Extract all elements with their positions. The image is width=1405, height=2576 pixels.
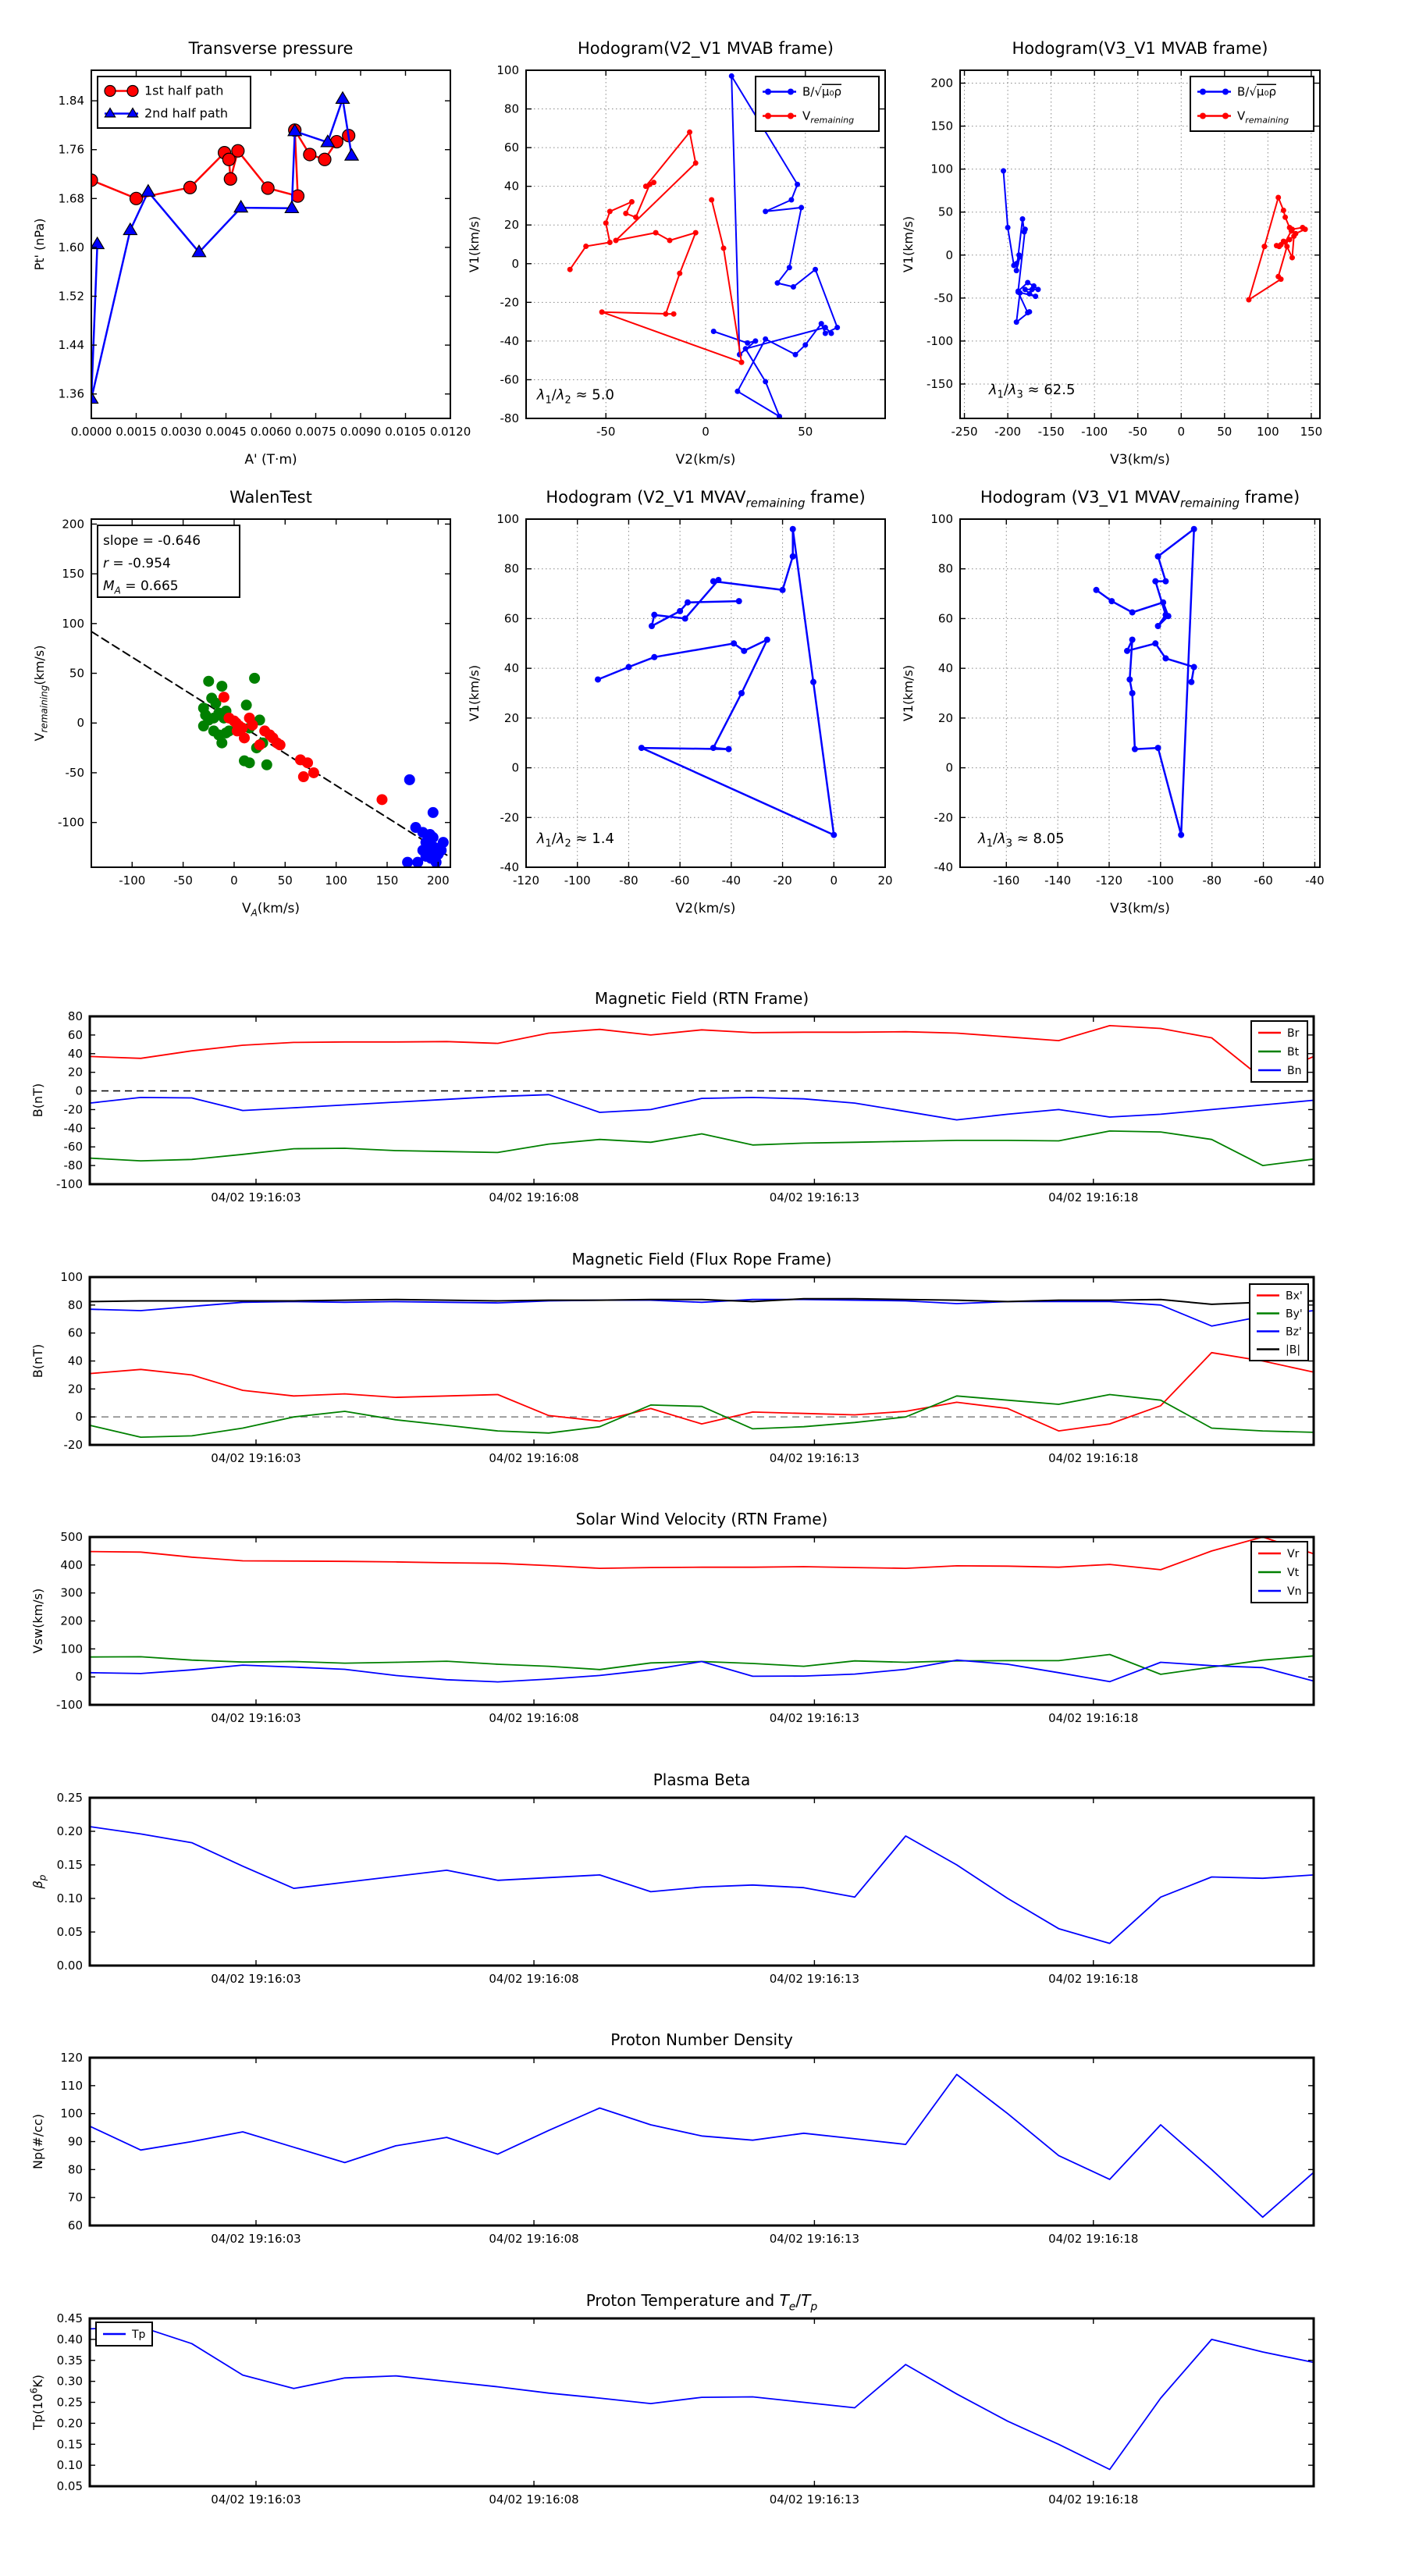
y-tick-label: 0.20 bbox=[56, 2416, 83, 2431]
y-tick-label: 0 bbox=[511, 256, 519, 271]
x-tick-label: 0.0045 bbox=[205, 425, 247, 439]
x-tick-label: 04/02 19:16:08 bbox=[489, 2492, 579, 2507]
x-tick-label: 04/02 19:16:03 bbox=[211, 1972, 301, 1986]
x-tick-label: -120 bbox=[1095, 873, 1123, 888]
y-axis-label: $\beta_p$ bbox=[30, 1874, 48, 1889]
y-tick-label: 0.25 bbox=[56, 2395, 83, 2410]
svg-text:B/√μ₀ρ: B/√μ₀ρ bbox=[1237, 84, 1276, 99]
y-tick-label: 80 bbox=[67, 1297, 83, 1312]
y-tick-label: 0.15 bbox=[56, 1858, 83, 1872]
x-tick-label: 04/02 19:16:18 bbox=[1048, 2492, 1139, 2507]
x-tick-label: 50 bbox=[277, 873, 293, 888]
hodogram-v3v1-mvav-svg bbox=[894, 476, 1353, 928]
x-tick-label: -100 bbox=[564, 873, 591, 888]
x-tick-label: 0 bbox=[702, 425, 710, 439]
x-tick-label: 04/02 19:16:18 bbox=[1048, 2232, 1139, 2246]
svg-text:Vt: Vt bbox=[1287, 1567, 1300, 1579]
y-tick-label: 300 bbox=[60, 1585, 83, 1600]
walen-test-chart bbox=[25, 476, 483, 928]
y-axis-label: Np(#/cc) bbox=[30, 2114, 45, 2169]
solar-wind-velocity-rtn-svg bbox=[23, 1506, 1341, 1735]
x-axis-label: $V_A(km/s)$ bbox=[241, 901, 301, 919]
y-tick-label: 1.84 bbox=[58, 94, 84, 109]
chart-title: Magnetic Field (RTN Frame) bbox=[594, 989, 809, 1008]
y-tick-label: -40 bbox=[500, 333, 519, 348]
y-axis-label: B(nT) bbox=[30, 1083, 45, 1118]
y-tick-label: 1.52 bbox=[58, 289, 84, 304]
y-tick-label: 200 bbox=[60, 1614, 83, 1628]
x-tick-label: -100 bbox=[119, 873, 146, 888]
chart-title: Transverse pressure bbox=[188, 39, 354, 58]
svg-text:Tp: Tp bbox=[132, 2329, 146, 2341]
y-tick-label: -20 bbox=[500, 295, 519, 310]
x-tick-label: -200 bbox=[994, 425, 1022, 439]
svg-text:1st half path: 1st half path bbox=[144, 83, 224, 98]
x-tick-label: -50 bbox=[596, 425, 616, 439]
x-tick-label: 0 bbox=[1177, 425, 1186, 439]
y-tick-label: 0 bbox=[76, 716, 84, 731]
x-tick-label: 50 bbox=[798, 425, 813, 439]
y-axis-label: Pt' (nPa) bbox=[32, 218, 47, 271]
y-tick-label: -100 bbox=[55, 1177, 83, 1191]
svg-text:Bx': Bx' bbox=[1286, 1290, 1303, 1303]
y-tick-label: 60 bbox=[503, 611, 519, 626]
svg-text:Bz': Bz' bbox=[1286, 1325, 1302, 1339]
x-tick-label: -40 bbox=[721, 873, 742, 888]
x-tick-label: -50 bbox=[1128, 425, 1147, 439]
hodogram-v3v1-mvav-chart bbox=[894, 476, 1353, 928]
solar-wind-velocity-chart bbox=[23, 1506, 1341, 1735]
y-tick-label: 50 bbox=[69, 666, 84, 681]
y-axis-label: V1(km/s) bbox=[901, 664, 916, 722]
x-tick-label: 04/02 19:16:18 bbox=[1048, 1972, 1139, 1986]
y-tick-label: -40 bbox=[934, 860, 953, 874]
x-tick-label: -100 bbox=[1147, 873, 1174, 888]
x-tick-label: 04/02 19:16:03 bbox=[211, 1190, 301, 1204]
x-tick-label: -160 bbox=[993, 873, 1020, 888]
svg-text:|B|: |B| bbox=[1286, 1343, 1301, 1357]
svg-text:Bn: Bn bbox=[1287, 1065, 1302, 1077]
x-tick-label: -50 bbox=[173, 873, 193, 888]
x-tick-label: 04/02 19:16:08 bbox=[489, 1711, 579, 1725]
x-tick-label: 0.0105 bbox=[385, 425, 426, 439]
x-tick-label: 04/02 19:16:03 bbox=[211, 1711, 301, 1725]
y-tick-label: 40 bbox=[937, 661, 953, 676]
x-tick-label: -100 bbox=[1081, 425, 1108, 439]
y-tick-label: 100 bbox=[60, 1642, 83, 1656]
y-tick-label: -50 bbox=[934, 290, 953, 305]
y-tick-label: 1.68 bbox=[58, 191, 84, 206]
hodogram-v2v1-mvav-chart bbox=[460, 476, 918, 928]
x-tick-label: 04/02 19:16:18 bbox=[1048, 1711, 1139, 1725]
x-tick-label: 200 bbox=[426, 873, 450, 888]
x-axis-label: A' (T·m) bbox=[244, 452, 297, 468]
annotation: $\lambda_1/\lambda_2 \approx 1.4$ bbox=[536, 830, 614, 850]
annotation: $\lambda_1/\lambda_3 \approx 62.5$ bbox=[988, 381, 1076, 401]
x-tick-label: -80 bbox=[619, 873, 638, 888]
svg-text:MA = 0.665: $M_A = 0.665$ bbox=[103, 578, 179, 596]
y-tick-label: 20 bbox=[67, 1065, 83, 1080]
y-tick-label: 200 bbox=[62, 517, 84, 532]
y-tick-label: 400 bbox=[60, 1557, 83, 1572]
proton-temperature-svg bbox=[23, 2287, 1341, 2516]
y-tick-label: -150 bbox=[926, 376, 953, 391]
chart-title: Hodogram(V2_V1 MVAB frame) bbox=[578, 39, 834, 58]
y-tick-label: 1.60 bbox=[58, 240, 84, 254]
legend bbox=[756, 76, 879, 131]
y-tick-label: 70 bbox=[67, 2190, 83, 2205]
svg-text:Br: Br bbox=[1287, 1027, 1300, 1040]
y-tick-label: 80 bbox=[503, 101, 519, 116]
y-tick-label: -50 bbox=[65, 765, 84, 780]
chart-title: Proton Temperature and $T_e/T_p$ bbox=[585, 2291, 818, 2314]
x-tick-label: 20 bbox=[877, 873, 893, 888]
y-axis-label: Vsw(km/s) bbox=[30, 1588, 45, 1654]
x-tick-label: -60 bbox=[670, 873, 690, 888]
y-tick-label: 100 bbox=[496, 63, 519, 77]
x-tick-label: 0.0000 bbox=[70, 425, 112, 439]
x-axis-label: V2(km/s) bbox=[675, 901, 736, 916]
y-tick-label: 60 bbox=[67, 2218, 83, 2233]
y-tick-label: -80 bbox=[500, 411, 519, 425]
x-tick-label: 0 bbox=[830, 873, 838, 888]
proton-density-chart bbox=[23, 2026, 1341, 2255]
y-tick-label: 40 bbox=[67, 1354, 83, 1368]
chart-title: Magnetic Field (Flux Rope Frame) bbox=[571, 1250, 832, 1268]
y-tick-label: 60 bbox=[937, 611, 953, 626]
annotation: $\lambda_1/\lambda_2 \approx 5.0$ bbox=[536, 386, 614, 407]
y-tick-label: -40 bbox=[500, 860, 519, 874]
y-tick-label: 60 bbox=[503, 141, 519, 155]
y-tick-label: -40 bbox=[63, 1121, 83, 1136]
x-tick-label: 100 bbox=[1257, 425, 1279, 439]
svg-text:2nd half path: 2nd half path bbox=[144, 105, 229, 121]
magnetic-field-rtn-svg bbox=[23, 985, 1341, 1214]
chart-title: Solar Wind Velocity (RTN Frame) bbox=[575, 1510, 828, 1528]
x-axis-label: V3(km/s) bbox=[1110, 452, 1170, 468]
x-tick-label: -80 bbox=[1202, 873, 1222, 888]
y-tick-label: 40 bbox=[503, 179, 519, 194]
y-tick-label: 0.35 bbox=[56, 2353, 83, 2368]
x-tick-label: 150 bbox=[375, 873, 399, 888]
y-tick-label: 80 bbox=[503, 561, 519, 576]
svg-text:r = -0.954: r = -0.954 bbox=[103, 556, 171, 571]
legend bbox=[98, 76, 251, 128]
y-tick-label: 120 bbox=[60, 2051, 83, 2065]
y-tick-label: 100 bbox=[60, 1270, 83, 1284]
chart-title: WalenTest bbox=[229, 488, 312, 507]
magnetic-field-rtn-chart bbox=[23, 985, 1341, 1214]
transverse-pressure-svg bbox=[25, 27, 483, 479]
chart-title: Hodogram (V3_V1 $MVAV_{remaining}$ frame) bbox=[980, 488, 1300, 511]
x-tick-label: 0.0060 bbox=[250, 425, 292, 439]
y-tick-label: 500 bbox=[60, 1530, 83, 1544]
magnetic-field-flux-rope-svg bbox=[23, 1246, 1341, 1475]
svg-text:Bt: Bt bbox=[1287, 1046, 1300, 1059]
x-tick-label: -120 bbox=[512, 873, 540, 888]
chart-title: Hodogram(V3_V1 MVAB frame) bbox=[1012, 39, 1268, 58]
hodogram-v2v1-mvab-chart bbox=[460, 27, 918, 479]
hodogram-v2v1-mvav-svg bbox=[460, 476, 918, 928]
chart-title: Hodogram (V2_V1 $MVAV_{remaining}$ frame) bbox=[546, 488, 866, 511]
y-tick-label: 40 bbox=[67, 1046, 83, 1061]
x-tick-label: 0.0090 bbox=[340, 425, 382, 439]
x-tick-label: 04/02 19:16:08 bbox=[489, 1972, 579, 1986]
x-tick-label: 04/02 19:16:08 bbox=[489, 1190, 579, 1204]
y-tick-label: 0 bbox=[75, 1670, 83, 1685]
y-tick-label: 90 bbox=[67, 2134, 83, 2149]
y-tick-label: 150 bbox=[930, 119, 953, 133]
y-tick-label: 0.30 bbox=[56, 2374, 83, 2389]
y-tick-label: 0 bbox=[75, 1410, 83, 1425]
svg-text:Vr: Vr bbox=[1287, 1548, 1300, 1560]
x-tick-label: -140 bbox=[1044, 873, 1072, 888]
proton-temperature-chart bbox=[23, 2287, 1341, 2516]
y-tick-label: -20 bbox=[500, 810, 519, 825]
hodogram-v3v1-mvab-svg bbox=[894, 27, 1353, 479]
x-tick-label: 04/02 19:16:13 bbox=[769, 1451, 860, 1465]
legend bbox=[96, 2322, 152, 2346]
y-tick-label: 60 bbox=[67, 1027, 83, 1042]
x-tick-label: 04/02 19:16:18 bbox=[1048, 1190, 1139, 1204]
y-tick-label: 0.40 bbox=[56, 2332, 83, 2347]
legend bbox=[1251, 1021, 1307, 1082]
x-tick-label: 0.0015 bbox=[116, 425, 157, 439]
x-tick-label: 0.0030 bbox=[160, 425, 202, 439]
y-tick-label: 0 bbox=[75, 1083, 83, 1098]
y-axis-label: V1(km/s) bbox=[467, 664, 482, 722]
y-tick-label: 110 bbox=[60, 2078, 83, 2093]
x-tick-label: 04/02 19:16:08 bbox=[489, 1451, 579, 1465]
x-tick-label: 150 bbox=[1300, 425, 1323, 439]
x-tick-label: 0 bbox=[230, 873, 238, 888]
y-tick-label: 150 bbox=[62, 567, 84, 582]
plasma-beta-svg bbox=[23, 1767, 1341, 1995]
y-tick-label: 60 bbox=[67, 1325, 83, 1340]
x-tick-label: 04/02 19:16:13 bbox=[769, 1711, 860, 1725]
y-tick-label: -20 bbox=[63, 1438, 83, 1452]
y-tick-label: 0 bbox=[511, 760, 519, 775]
x-tick-label: -150 bbox=[1037, 425, 1065, 439]
chart-title: Plasma Beta bbox=[653, 1770, 751, 1789]
x-tick-label: -20 bbox=[773, 873, 792, 888]
y-tick-label: 0.05 bbox=[56, 2479, 83, 2493]
y-tick-label: -100 bbox=[55, 1698, 83, 1712]
svg-text:Vremaining: $V_{remaining}$ bbox=[1237, 109, 1289, 126]
x-axis-label: V3(km/s) bbox=[1110, 901, 1170, 916]
x-tick-label: 50 bbox=[1217, 425, 1232, 439]
svg-text:Vremaining: $V_{remaining}$ bbox=[802, 109, 855, 126]
y-tick-label: 0.05 bbox=[56, 1925, 83, 1939]
x-tick-label: 04/02 19:16:13 bbox=[769, 2492, 860, 2507]
chart-title: Proton Number Density bbox=[610, 2030, 793, 2049]
magnetic-field-flux-rope-chart bbox=[23, 1246, 1341, 1475]
legend bbox=[1190, 76, 1314, 131]
x-tick-label: 04/02 19:16:13 bbox=[769, 1972, 860, 1986]
svg-text:By': By' bbox=[1286, 1308, 1303, 1321]
y-tick-label: 0.25 bbox=[56, 1791, 83, 1805]
y-tick-label: 1.76 bbox=[58, 142, 84, 157]
hodogram-v3v1-mvab-chart bbox=[894, 27, 1353, 479]
x-tick-label: -40 bbox=[1305, 873, 1325, 888]
y-tick-label: -100 bbox=[926, 333, 953, 348]
legend bbox=[1251, 1542, 1307, 1603]
y-axis-label: V1(km/s) bbox=[467, 215, 482, 273]
walen-test-svg bbox=[25, 476, 483, 928]
legend bbox=[1250, 1284, 1308, 1361]
svg-text:slope = -0.646: slope = -0.646 bbox=[103, 533, 201, 549]
annotation: $\lambda_1/\lambda_3 \approx 8.05$ bbox=[978, 830, 1065, 850]
y-tick-label: 200 bbox=[930, 76, 953, 91]
y-tick-label: 1.36 bbox=[58, 386, 84, 401]
y-tick-label: 20 bbox=[503, 710, 519, 725]
plasma-beta-chart bbox=[23, 1767, 1341, 1995]
x-tick-label: 04/02 19:16:08 bbox=[489, 2232, 579, 2246]
y-tick-label: -20 bbox=[934, 810, 953, 825]
y-tick-label: 80 bbox=[67, 1009, 83, 1023]
x-tick-label: 04/02 19:16:03 bbox=[211, 2492, 301, 2507]
y-tick-label: 80 bbox=[937, 561, 953, 576]
y-tick-label: -100 bbox=[57, 815, 84, 830]
x-tick-label: 04/02 19:16:13 bbox=[769, 2232, 860, 2246]
transverse-pressure-chart bbox=[25, 27, 483, 479]
svg-text:B/√μ₀ρ: B/√μ₀ρ bbox=[802, 84, 841, 99]
y-axis-label: $Tp(10^6K)$ bbox=[28, 2375, 45, 2430]
y-tick-label: 100 bbox=[496, 512, 519, 526]
y-tick-label: 20 bbox=[937, 710, 953, 725]
y-axis-label: $V_{remaining}(km/s)$ bbox=[32, 645, 50, 742]
y-tick-label: 80 bbox=[67, 2162, 83, 2177]
y-axis-label: B(nT) bbox=[30, 1343, 45, 1379]
x-tick-label: 04/02 19:16:18 bbox=[1048, 1451, 1139, 1465]
y-tick-label: -20 bbox=[63, 1102, 83, 1117]
y-tick-label: 50 bbox=[937, 205, 953, 219]
proton-number-density-svg bbox=[23, 2026, 1341, 2255]
y-tick-label: 20 bbox=[67, 1382, 83, 1397]
svg-text:Vn: Vn bbox=[1287, 1585, 1302, 1598]
y-tick-label: -80 bbox=[63, 1158, 83, 1173]
x-tick-label: 100 bbox=[325, 873, 347, 888]
y-tick-label: 0.00 bbox=[56, 1959, 83, 1973]
x-tick-label: 04/02 19:16:13 bbox=[769, 1190, 860, 1204]
y-tick-label: 20 bbox=[503, 218, 519, 233]
hodogram-v2v1-mvab-svg bbox=[460, 27, 918, 479]
y-tick-label: 1.44 bbox=[58, 338, 84, 353]
y-tick-label: 0.45 bbox=[56, 2311, 83, 2325]
y-tick-label: 0 bbox=[945, 760, 953, 775]
y-tick-label: 0.10 bbox=[56, 1891, 83, 1905]
y-tick-label: 0.20 bbox=[56, 1824, 83, 1838]
x-tick-label: 0.0075 bbox=[295, 425, 336, 439]
y-tick-label: 0.10 bbox=[56, 2458, 83, 2473]
x-tick-label: -60 bbox=[1254, 873, 1273, 888]
y-tick-label: 100 bbox=[930, 512, 953, 526]
y-tick-label: 0 bbox=[945, 247, 953, 262]
y-tick-label: 0.15 bbox=[56, 2437, 83, 2452]
y-tick-label: 100 bbox=[930, 162, 953, 176]
stats-box bbox=[98, 525, 240, 597]
x-tick-label: 04/02 19:16:03 bbox=[211, 2232, 301, 2246]
x-tick-label: -250 bbox=[951, 425, 978, 439]
y-tick-label: 100 bbox=[62, 616, 84, 631]
y-tick-label: -60 bbox=[500, 372, 519, 387]
x-tick-label: 04/02 19:16:03 bbox=[211, 1451, 301, 1465]
y-tick-label: 100 bbox=[60, 2106, 83, 2121]
y-tick-label: -60 bbox=[63, 1140, 83, 1155]
x-axis-label: V2(km/s) bbox=[675, 452, 736, 468]
x-tick-label: 0.0120 bbox=[429, 425, 471, 439]
y-tick-label: 40 bbox=[503, 661, 519, 676]
y-axis-label: V1(km/s) bbox=[901, 215, 916, 273]
